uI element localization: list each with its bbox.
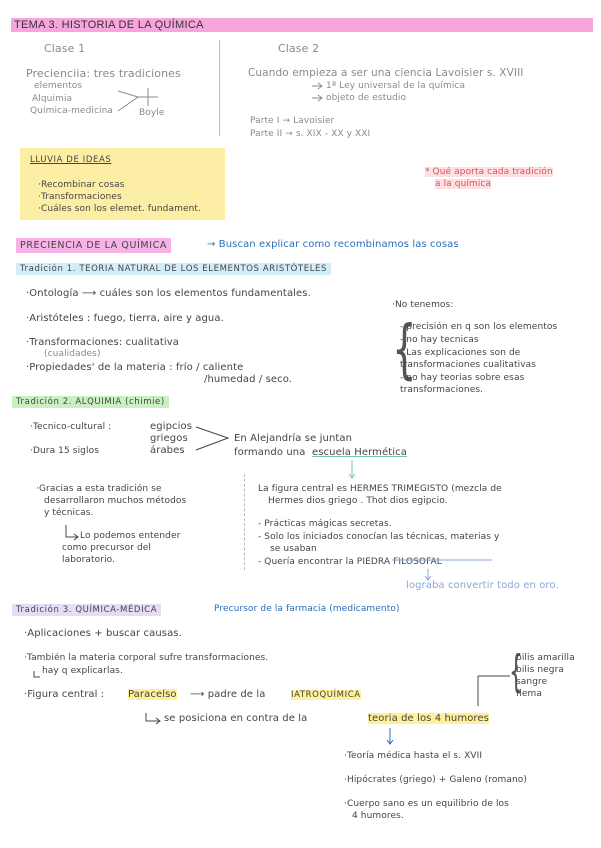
clase1-bracket [118, 91, 138, 111]
lluvia-item-3: ·Cuáles son los elemet. fundament. [38, 204, 202, 214]
clase1-boyle: Boyle [139, 108, 165, 118]
trad1-list-3: - Las explicaciones son de [400, 348, 521, 358]
trad1-list-1: - precisión en q son los elementos [400, 322, 558, 332]
trad1-ontologia: ·Ontología ⟶ cuáles son los elementos fundamentales. [26, 288, 311, 299]
lluvia-item-1: ·Recombinar cosas [38, 180, 125, 190]
trad2-practicas: - Prácticas mágicas secretas. [258, 519, 392, 529]
trad1-no-tenemos: ·No tenemos: [392, 300, 454, 310]
trad2-tecnico: ·Tecnico-cultural : [30, 422, 112, 432]
trad2-formando: formando una [234, 447, 306, 458]
preciencia-arrow-text: → Buscan explicar como recombinamos las cosas [207, 239, 459, 250]
humor-3: sangre [516, 677, 548, 687]
trad3-list-4: 4 humores. [352, 811, 404, 821]
trad3-padre: ⟶ padre de la [190, 689, 266, 700]
trad2-title: Tradición 2. ALQUIMIA (chimie) [12, 396, 169, 408]
trad2-egipcios: egipcios [150, 421, 193, 432]
trad1-transformaciones: ·Transformaciones: cualitativa [26, 337, 180, 348]
clase1-line3: Alquimia [32, 94, 73, 104]
trad1-list-6: transformaciones. [400, 385, 484, 395]
trad1-list-2: - no hay tecnicas [400, 335, 479, 345]
trad3-figura: ·Figura central : [24, 689, 105, 700]
trad3-list-2: ·Hipócrates (griego) + Galeno (romano) [344, 775, 528, 785]
trad2-escuela: escuela Hermética [312, 447, 407, 458]
trad2-precursor-1: Lo podemos entender [80, 531, 181, 541]
trad3-teoria: teoria de los 4 humores [368, 713, 489, 724]
clase2-line2: 1ª Ley universal de la química [326, 81, 466, 91]
trad1-propiedades-2: /humedad / seco. [204, 374, 293, 385]
clase1-heading: Clase 1 [44, 42, 86, 55]
note-red-line1: * Qué aporta cada tradición [425, 167, 553, 177]
trad3-title: Tradición 3. QUÍMICA-MÉDICA [12, 604, 161, 616]
trad1-propiedades: ·Propiedades' de la materia : frío / caliente [26, 362, 244, 373]
trad2-precursor-3: laboratorio. [62, 555, 116, 565]
trad2-solo-1: - Solo los iniciados conocían las técnicas, materias y [258, 532, 500, 542]
trad2-precursor-2: como precursor del [62, 543, 152, 553]
clase2-line3: objeto de estudio [326, 93, 407, 103]
clase2-heading: Clase 2 [278, 42, 320, 55]
clase1-line2: elementos [34, 81, 83, 91]
trad3-aplicaciones: ·Aplicaciones + buscar causas. [24, 628, 182, 639]
clase2-line4: Parte I → Lavoisier [250, 116, 335, 126]
trad3-iatroquimica: IATROQUÍMICA [291, 690, 361, 700]
trad1-title: Tradición 1. TEORIA NATURAL DE LOS ELEMENTOS ARISTÓTELES [16, 263, 331, 275]
trad2-gracias-2: desarrollaron muchos métodos [44, 496, 187, 506]
page-title: TEMA 3. HISTORIA DE LA QUÍMICA [14, 19, 204, 31]
clase1-line4: Química-medicina [30, 106, 114, 116]
trad3-list-1: ·Teoría médica hasta el s. XVII [344, 751, 483, 761]
clase1-line1: Precienciia: tres tradiciones [26, 67, 181, 80]
humor-1: bilis amarilla [516, 653, 575, 663]
clase2-line1: Cuando empieza a ser una ciencia Lavoisier s. XVIII [248, 67, 524, 79]
trad3-posiciona: se posiciona en contra de la [164, 713, 308, 724]
lluvia-item-2: ·Transformaciones [38, 192, 122, 202]
trad3-precursor: Precursor de la farmacia (medicamento) [214, 604, 400, 614]
trad1-aristoteles: ·Aristóteles : fuego, tierra, aire y agua. [26, 313, 224, 324]
trad2-figura-2: Hermes dios griego . Thot dios egipcio. [268, 496, 448, 506]
trad2-gracias-1: ·Gracias a esta tradición se [36, 484, 162, 494]
trad2-figura-1: La figura central es HERMES TRIMEGISTO (mezcla de [258, 484, 502, 494]
trad3-tambien-1: ·También la materia corporal sufre transformaciones. [24, 653, 269, 663]
trad2-solo-2: se usaban [270, 544, 317, 554]
humor-4: flema [516, 689, 542, 699]
trad3-list-3: ·Cuerpo sano es un equilibrio de los [344, 799, 509, 809]
trad3-tambien-2: hay q explicarlas. [42, 666, 123, 676]
trad1-list-4: transformaciones cualitativas [400, 360, 537, 370]
trad3-humores-brace: { [509, 646, 523, 697]
trad2-arabes: árabes [150, 445, 185, 456]
trad2-griegos: griegos [150, 433, 188, 444]
trad2-queria: - Quería encontrar la PIEDRA FILOSOFAL [258, 557, 442, 567]
trad1-list-5: - no hay teorias sobre esas [400, 373, 525, 383]
trad1-cualidades: (cualidades) [44, 349, 101, 359]
humor-2: bilis negra [516, 665, 565, 675]
trad2-dura: ·Dura 15 siglos [30, 446, 99, 456]
trad2-gracias-3: y técnicas. [44, 508, 94, 518]
lluvia-title: LLUVIA DE IDEAS [30, 155, 112, 165]
trad3-paracelso: Paracelso [128, 689, 177, 700]
preciencia-label: PRECIENCIA DE LA QUÍMICA [16, 238, 171, 253]
trad1-brace: { [392, 313, 417, 387]
clase2-line5: Parte II → s. XIX - XX y XXI [250, 129, 371, 139]
trad2-alejandria: En Alejandría se juntan [234, 433, 353, 444]
note-red-line2: a la química [435, 179, 492, 189]
trad2-lograba: lograba convertir todo en oro. [406, 580, 559, 591]
